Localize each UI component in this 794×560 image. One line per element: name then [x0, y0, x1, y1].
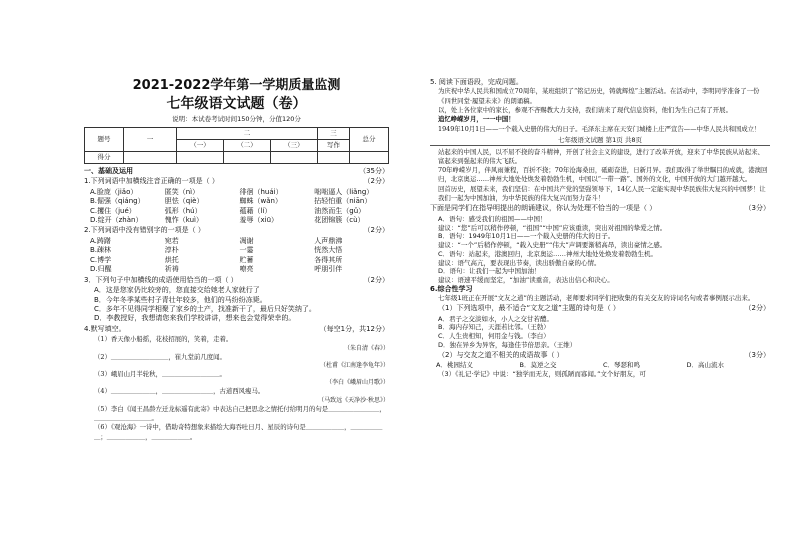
q5-ask-text: 下面是同学们在指导明提出的朗诵建议，你认为处理不恰当的一项是（ ） [430, 204, 657, 213]
option: A.脸庞（jiǎo） [90, 187, 138, 196]
option: 各得其所 [314, 255, 343, 264]
q2-stem [84, 226, 389, 235]
option: 祈祷 [164, 265, 179, 274]
score-table-header-1: 一 [124, 127, 177, 151]
q5-choice: D．语句：让我们一起为中国加油！ [438, 267, 541, 276]
q1-stem [84, 177, 389, 186]
option: 愧怍（kuì） [164, 216, 203, 225]
q1-options [90, 188, 389, 226]
q2-options [90, 237, 389, 275]
score-table-sub-1: （一） [177, 139, 224, 151]
q5-choice: C．语句：站起来，港澳回归，北京奥运……神州大地处处焕发着勃勃生机。 [438, 249, 658, 258]
q4-score: （每空1分，共12分） [319, 324, 389, 333]
option: C．琴瑟和鸣 [603, 361, 641, 369]
q6-sub1-score: （2分） [744, 304, 770, 313]
option: B．莫逆之交 [519, 361, 557, 369]
option: 凋谢 [239, 236, 254, 245]
score-cell[interactable] [223, 151, 270, 163]
option: 蕴藉（lí） [239, 206, 272, 215]
section1-header [84, 167, 389, 176]
score-table-row-label: 得分 [85, 151, 124, 163]
q6-heading: 6.综合性学习 [430, 284, 473, 293]
option: 油然而生（gǔ） [314, 206, 366, 215]
exam-subtitle: 七年级语文试题（卷） [166, 95, 307, 112]
q3-option-d: D．李教授好，我想请您来我们学校讲讲，想来也会觉得荣幸的。 [94, 314, 296, 323]
q6-sub1 [430, 304, 770, 313]
q6-sub2-options [436, 361, 770, 370]
score-cell[interactable] [124, 151, 177, 163]
q5-para-4: 站起来的中国人民，以不屈不挠的奋斗精神，开创了社会主义的建设，进行了改革开放，迎来了中华民族从站起来、富起来到强起来的伟大飞跃。 [438, 147, 764, 165]
q4-stem [84, 325, 389, 334]
option: D.绽开（zhàn） [90, 216, 143, 225]
option: A.踌躇 [90, 236, 111, 245]
q5-ask-score: （3分） [744, 204, 770, 213]
q4-source-4: （马致远《天净沙·秋思》） [318, 396, 389, 404]
q3-text: 3．下列句子中加横线的成语使用恰当的一项（ ） [84, 275, 238, 284]
exam-title: 2021-2022学年第一学期质量监测 [132, 78, 341, 93]
q5-para-6: 回首历史，展望未来，我们坚信：在中国共产党的坚强领导下，14亿人民一定能实现中华民族伟大复兴的中国梦！让我们一起为中国加油，为中华民族的伟大复兴而努力奋斗！ [438, 184, 766, 203]
q4-line-1: （1）香天像小船摇，花枝招展的，笑着，走着。 [94, 335, 233, 344]
score-table-header-3: 三 [317, 127, 349, 139]
q4-source-3: （李白《峨眉山月歌》） [325, 379, 389, 387]
q6-intro: 七年级1班正在开展“文友之道”的主题活动，老师要求同学们把收集的有关交友的诗词名句或者事例展示出来。 [438, 294, 755, 303]
score-cell[interactable] [350, 151, 389, 163]
q5-para-3: 1949年10月1日——一个载入史册的伟大的日子。毛泽东主席在天安门城楼上庄严宣告——中华人民共和国成立！ [438, 124, 761, 133]
option: 淳朴 [164, 246, 179, 255]
left-column [84, 78, 389, 442]
option: C.攫住（jué） [90, 206, 136, 215]
q5-para-1: 为庆祝中华人民共和国成立70周年，某班组织了“铭记历史，铸就辉煌”主题活动。在活动中，李明同学准备了一份《四世同堂·履望未来》的朗诵稿。 [438, 87, 760, 105]
q3-option-b: B．今年冬季某些村子青壮年较多，他们的马纷纷冻毙。 [94, 295, 267, 304]
option: 徘徊（huái） [239, 187, 283, 196]
q6-sub2-score: （3分） [744, 350, 770, 359]
q5-choice: B．语句：1949年10月1日——一个载入史册的伟大的日子。 [438, 232, 615, 241]
option: D．高山流水 [686, 361, 725, 369]
option: 恍然大悟 [314, 246, 343, 255]
score-cell[interactable] [177, 151, 224, 163]
exam-description: 说明：本试卷考试时间150分钟，分值120分 [172, 115, 301, 124]
score-table-sub-2: （二） [223, 139, 270, 151]
score-table-header-total: 总分 [350, 127, 389, 151]
score-table-header-2: 二 [177, 127, 318, 139]
option: 羞辱（xiū） [239, 216, 279, 225]
q5-heading: 5. 阅读下面语段，完成问题。 [430, 78, 523, 86]
q6-sub3: （3）《礼记·学记》中说：“独学而无友，则孤陋而寡闻。”文个好朋友，可 [438, 369, 646, 378]
q4-line-6: （6）《观沧海》一诗中，借助奇特想象来描绘大海吞吐日月、星辰的诗句是＿＿＿＿＿＿，＿＿＿＿＿＿；＿＿＿＿＿＿，＿＿＿＿＿＿。 [94, 423, 383, 441]
q1-text: 1.下列词语中加横线注音正确的一项是（ ） [84, 177, 219, 186]
option: A．桃园结义 [436, 361, 473, 369]
q2-score: （2分） [363, 226, 389, 235]
option: 花团锦簇（cù） [314, 216, 365, 225]
q6-sub2 [430, 351, 770, 360]
score-table-header-num: 题号 [85, 127, 124, 151]
q6-sub1-option: C．人生贵相知，何用金与钱。（李白） [438, 332, 550, 341]
q5-choice: 建议：“一个”后稍作停顿，“载入史册”“伟大”声调要渐稍高昂，读出豪情之感。 [438, 241, 667, 250]
option: 蜘蛛（wǎn） [239, 197, 282, 206]
option: 一霎 [239, 246, 254, 255]
q3-stem [84, 276, 389, 285]
option: 嘹亮 [239, 265, 254, 274]
score-cell[interactable] [270, 151, 317, 163]
q5-choice: 建议：语气高亢，要表现出节奏，读出骄傲自豪的心情。 [438, 258, 601, 267]
score-table-sub-3: （三） [270, 139, 317, 151]
option: 烘托 [164, 255, 179, 264]
score-cell[interactable] [317, 151, 349, 163]
option: D.归醒 [90, 265, 112, 274]
option: 拈轻怕重（niān） [314, 197, 372, 206]
right-column [430, 78, 770, 379]
option: 呼朋引伴 [314, 265, 343, 274]
q6-sub1-option: D．独在异乡为异客，每逢佳节倍思亲。（王维） [438, 340, 577, 349]
option: 匿笑（nì） [164, 187, 200, 196]
option: 胆怯（qiè） [164, 197, 204, 206]
q5-para-5: 70年峥嵘岁月，伴风雨兼程，百折不挠；70年沧海桑田，砥砺奋进，日新月异。我们取得了举世瞩目的成就，港澳回归，北京奥运……神州大地处处焕发着勃勃生机，中国以“一带一路”、国外的文化，中国开放的大门越开越大。 [438, 166, 768, 184]
q4-line-4: （4）＿＿＿＿＿＿＿，＿＿＿＿＿＿＿＿，古道西风瘦马。 [94, 387, 265, 396]
q2-text: 2.下列词语中没有错别字的一项是（ ） [84, 226, 205, 235]
score-table [84, 127, 389, 164]
q4-line-2: （2）＿＿＿＿＿＿＿＿＿，崔九堂前几度闻。 [94, 352, 226, 361]
option: C.博学 [90, 255, 112, 264]
q4-source-1: （朱自清《春》） [343, 344, 389, 352]
q3-option-a: A．这是您家仍比较旁的，您直接交给她老人家就行了 [94, 286, 260, 295]
q4-source-2: （杜甫《江南逢李龟年》） [319, 361, 389, 369]
option: 贮蓄 [239, 255, 254, 264]
option: 咄咄逼人（liǎng） [314, 187, 374, 196]
q4-line-5: （5）李白《闻王昌龄左迁龙标遥有此寄》中表达自己把思念之情托付给明月的句是＿＿＿＿＿＿＿＿，＿＿＿＿＿＿＿＿＿。 [94, 404, 386, 423]
q5-choice: 建议：“您”后可以稍作停顿，“祖国”“中国”应该重读，突出对祖国的挚爱之情。 [438, 223, 667, 232]
section1-heading: 一、基础及运用 [84, 166, 133, 175]
q3-option-c: C．多年不见得同学相聚了家乡的土产，找准新干了，最后只好笑纳了。 [94, 304, 316, 313]
q1-score: （2分） [363, 177, 389, 186]
score-table-sub-4: 写作 [317, 139, 349, 151]
option: 人声鼎沸 [314, 236, 343, 245]
q4-line-3: （3）峨眉山月半轮秋，＿＿＿＿＿＿＿＿＿。 [94, 370, 226, 379]
option: B.倔强（qiáng） [90, 197, 145, 206]
q6-sub1-option: A．君子之交淡如水，小人之交甘若醴。 [438, 314, 553, 323]
q3-score: （2分） [363, 275, 389, 284]
option: 弧形（hú） [164, 206, 202, 215]
q5-choice: A．语句：感受我们的祖国——中国！ [438, 214, 547, 223]
q6-sub1-text: （1）下列选项中，最不适合“文友之道”主题的诗句是（ ） [438, 304, 620, 313]
section1-score: （35分） [359, 166, 389, 175]
q5-banner: 追忆峥嵘岁月，一一中国！ [438, 115, 515, 124]
q5-choice: 建议：语速平缓而坚定，“加油”读重音，表达出信心和决心。 [438, 276, 614, 285]
q4-text: 4.默写填空。 [84, 324, 126, 333]
q5-ask [430, 204, 770, 213]
running-header: 七年级语文试题 第1页 共8页 [430, 136, 770, 146]
q6-sub1-option: B．海内存知己，天涯若比邻。（王勃） [438, 323, 550, 332]
q5-para-2: 以，处上各位家中的家长，参观不吝赐教大力支持，我们请来了现代信息资料，他们为生自己有了开展。 [438, 106, 732, 114]
q6-sub2-text: （2）与交友之道不相关的成语故事（ ） [438, 350, 564, 359]
option: B.疎林 [90, 246, 112, 255]
option: 宛若 [164, 236, 179, 245]
